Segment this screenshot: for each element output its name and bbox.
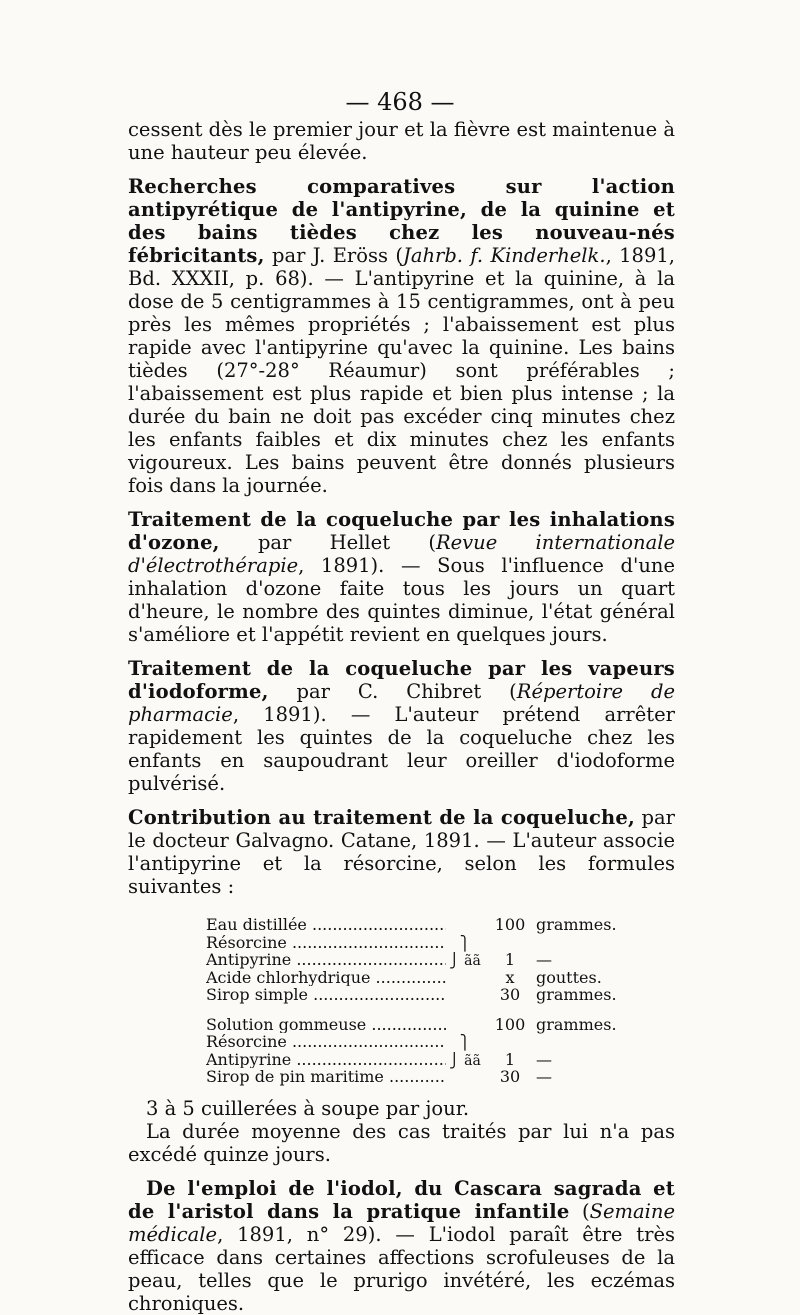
section-ref: par J. Eröss ( — [264, 244, 403, 267]
page-number: — 468 — — [345, 88, 455, 116]
brace: ⎭ ãã — [449, 1052, 481, 1069]
section-body: — L'antipyrine et la quinine, à la dose de 5 centigrammes à 15 centigrammes, ont à peu près les mêmes propriétés ; l'abaissement est plus rapide avec l'antipyrine qu'avec la quinine. Les bains tièdes (27°-28° Réaumur) sont préférables ; l'abaissement est plus rapide et bien plus intense ; la durée du bain ne doit pas excéder cinq minutes chez les enfants faibles et dix minutes chez les enfants vigoureux. Les bains peuvent être donnés plusieurs fois dans la journée. — [128, 267, 675, 497]
unit: grammes. — [536, 985, 617, 1004]
recipe-row — [206, 1033, 675, 1051]
recipe-row — [206, 1016, 675, 1034]
recipe-gap — [206, 1004, 675, 1016]
section-ref-end: , 1891, Bd. XXXII, p. 68). — [128, 244, 675, 290]
section-galvagno — [128, 806, 675, 898]
recipe-row — [206, 916, 675, 934]
section-ref-end: , 1891, n° 29). — [217, 1222, 382, 1246]
ingredient: Antipyrine ..... — [206, 1051, 446, 1069]
unit: — — [536, 1067, 552, 1086]
section-iodol — [128, 1177, 675, 1315]
unit: grammes. — [536, 915, 617, 934]
journal-title: Répertoire de pharmacie — [128, 680, 675, 726]
recipe-row — [206, 986, 675, 1004]
duration-line: La durée moyenne des cas traités par lui n'a pas excédé quinze jours. — [128, 1119, 675, 1166]
recipe-row — [206, 1068, 675, 1086]
section-ref: par le docteur Galvagno. Catane, 1891. — [128, 806, 675, 852]
section-heading: Traitement de la coqueluche par les vapeurs d'iodoforme, — [128, 657, 675, 703]
unit: grammes. — [536, 1014, 617, 1034]
ingredient: Solution gommeuse ..... — [206, 1016, 446, 1034]
section-ref: ( — [569, 1199, 590, 1223]
journal-title: Revue internationale d'électrothérapie — [128, 531, 675, 577]
unit: — — [536, 950, 552, 969]
section-body: — L'auteur associe l'antipyrine et la résorcine, selon les formules suivantes : — [128, 829, 675, 898]
quantity: 100 — [494, 915, 526, 934]
quantity: 1 — [504, 1049, 516, 1069]
ingredient: Sirop de pin maritime ..... — [206, 1068, 446, 1086]
intro-paragraph: cessent dès le premier jour et la fièvre est maintenue à une hauteur peu élevée. — [128, 118, 675, 164]
section-ref: par Hellet ( — [219, 531, 436, 554]
journal-title: Semaine médicale — [128, 1199, 675, 1246]
recipe-row — [206, 951, 675, 969]
recipe-row — [206, 1051, 675, 1069]
section-body: — L'iodol paraît être très efficace dans certaines affections scrofuleuses de la peau, telles que le prurigo invétéré, les eczémas chroniques. — [128, 1222, 676, 1315]
section-heading: De l'emploi de l'iodol, du Cascara sagrada et de l'aristol dans la pratique infantile — [128, 1176, 675, 1223]
section-antipyrine — [128, 175, 675, 497]
ingredient: Antipyrine ..... — [206, 951, 446, 969]
quantity: x — [505, 967, 515, 987]
recipe-1 — [206, 916, 675, 1086]
section-body: — L'auteur prétend arrêter rapidement les quintes de la coqueluche chez les enfants en saupoudrant leur oreiller d'iodoforme pulvérisé. — [128, 703, 675, 795]
journal-title: Jahrb. f. Kinderhelk. — [403, 244, 606, 267]
ingredient: Résorcine ..... — [206, 934, 446, 952]
quantity: 30 — [499, 1067, 521, 1086]
section-ozone — [128, 508, 675, 646]
section-heading: Traitement de la coqueluche par les inhalations d'ozone, — [128, 508, 675, 554]
quantity: 100 — [494, 1014, 526, 1034]
quantity: 1 — [504, 950, 516, 969]
section-heading: Recherches comparatives sur l'action antipyrétique de l'antipyrine, de la quinine et des bains tièdes chez les nouveau-nés fébricitants, — [128, 175, 675, 267]
unit: gouttes. — [536, 967, 602, 987]
text-body — [128, 118, 675, 1315]
section-heading: Contribution au traitement de la coqueluche, — [128, 806, 636, 829]
section-iodoforme — [128, 657, 675, 795]
section-body: — Sous l'influence d'une inhalation d'ozone faite tous les jours un quart d'heure, le nombre des quintes diminue, l'état général s'améliore et l'appétit revient en quelques jours. — [128, 554, 675, 646]
dosage-line: 3 à 5 cuillerées à soupe par jour. — [146, 1096, 470, 1120]
brace: ⎫ — [459, 935, 471, 952]
brace: ⎭ ãã — [449, 953, 481, 969]
ingredient: Résorcine ..... — [206, 1033, 446, 1051]
ingredient: Eau distillée ..... — [206, 916, 446, 934]
quantity: 30 — [499, 985, 521, 1004]
recipe-row — [206, 969, 675, 987]
ingredient: Acide chlorhydrique ..... — [206, 969, 446, 987]
section-ref-end: , 1891). — [298, 554, 385, 577]
section-ref-end: , 1891). — [232, 703, 327, 726]
section-ref: par C. Chibret ( — [268, 680, 517, 703]
brace: ⎫ — [459, 1035, 471, 1051]
recipe-row — [206, 934, 675, 952]
unit: — — [536, 1049, 552, 1069]
ingredient: Sirop simple ..... — [206, 986, 446, 1004]
